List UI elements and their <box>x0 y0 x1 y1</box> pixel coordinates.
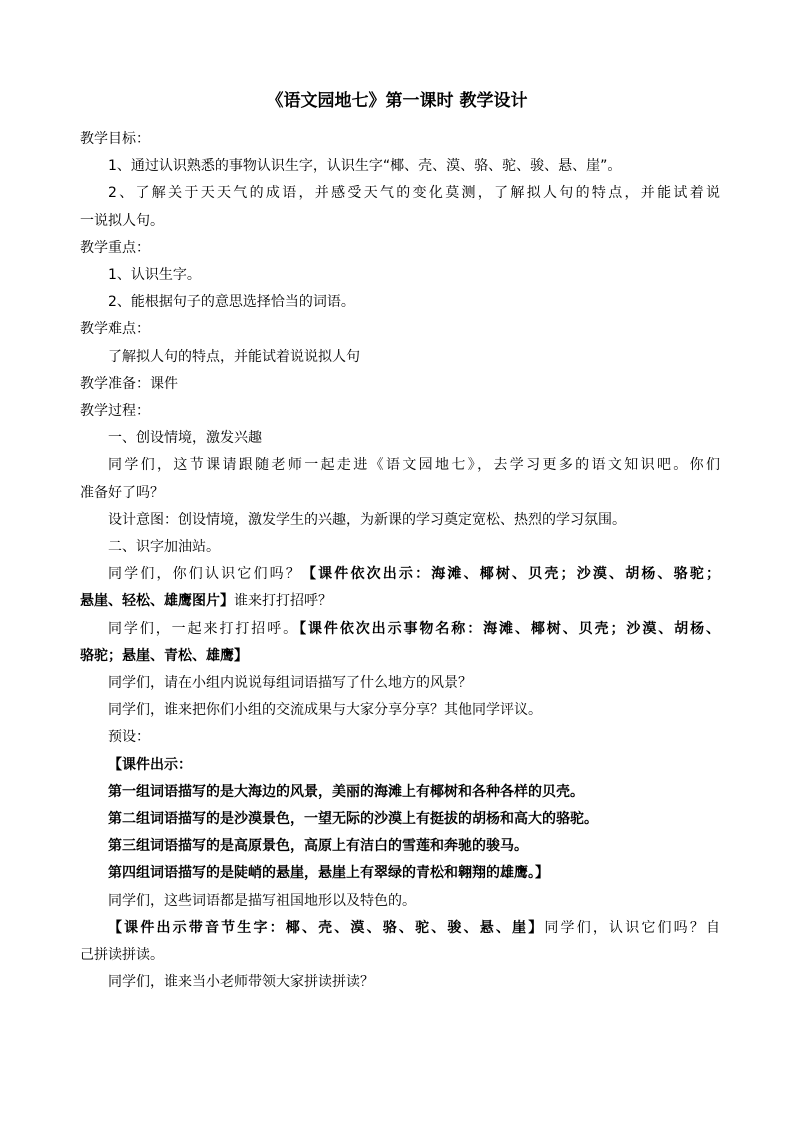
paragraph-recognize-line-2 <box>80 588 720 615</box>
group-3-description: 第三组词语描写的是高原景色，高原上有洁白的雪莲和奔驰的骏马。 <box>108 838 528 855</box>
goal-2-line-2: 一说拟人句。 <box>80 212 164 229</box>
paragraph-little-teacher: 同学们，谁来当小老师带领大家拼读拼读？ <box>108 974 374 991</box>
process-heading: 教学过程： <box>80 403 150 420</box>
courseware-characters-note: 【课件出示带音节生字：椰、壳、漠、骆、驼、骏、悬、崖】 <box>108 919 545 936</box>
paragraph-new-characters-line-1 <box>80 915 720 942</box>
focus-heading: 教学重点： <box>80 239 150 256</box>
paragraph-intro-line-1: 同学们，这节课请跟随老师一起走进《语文园地七》，去学习更多的语文知识吧。你们 <box>108 457 720 474</box>
document-body <box>80 126 720 997</box>
focus-item-1: 1、认识生字。 <box>108 267 201 284</box>
paragraph-recognize-line-1 <box>80 561 720 588</box>
group-2-description: 第二组词语描写的是沙漠景色，一望无际的沙漠上有挺拔的胡杨和高大的骆驼。 <box>108 811 598 828</box>
design-intent: 设计意图：创设情境，激发学生的兴趣，为新课的学习奠定宽松、热烈的学习氛围。 <box>108 511 626 528</box>
focus-item-2: 2、能根据句子的意思选择恰当的词语。 <box>108 294 355 311</box>
courseware-images-note-end: 悬崖、轻松、雄鹰图片】 <box>80 593 234 610</box>
courseware-images-note: 【课件依次出示：海滩、椰树、贝壳；沙漠、胡杨、骆驼； <box>301 566 721 583</box>
paragraph-greet-line-1 <box>80 616 720 643</box>
paragraph-intro-line-2: 准备好了吗？ <box>80 484 164 501</box>
paragraph-new-characters-line-2: 己拼读拼读。 <box>80 947 164 964</box>
goal-2-line-1: 2、了解关于天天气的成语，并感受天气的变化莫测，了解拟人句的特点，并能试着说 <box>108 185 720 202</box>
paragraph-group-discussion: 同学们，请在小组内说说每组词语描写了什么地方的风景？ <box>108 675 472 692</box>
courseware-names-note-end: 骆驼；悬崖、青松、雄鹰】 <box>80 647 248 664</box>
group-4-description: 第四组词语描写的是陡峭的悬崖，悬崖上有翠绿的青松和翱翔的雄鹰。】 <box>108 865 549 882</box>
section-heading-1: 一、创设情境，激发兴趣 <box>108 430 262 447</box>
page-title: 《语文园地七》第一课时 教学设计 <box>266 91 528 111</box>
goals-heading: 教学目标： <box>80 131 150 147</box>
paragraph-new-characters-question: 同学们，认识它们吗？自 <box>544 919 721 936</box>
paragraph-recognize-text: 同学们，你们认识它们吗？ <box>108 566 302 583</box>
preparation: 教学准备：课件 <box>80 375 178 392</box>
paragraph-share-results: 同学们，谁来把你们小组的交流成果与大家分享分享？其他同学评议。 <box>108 702 542 719</box>
group-1-description: 第一组词语描写的是大海边的风景，美丽的海滩上有椰树和各种各样的贝壳。 <box>108 783 584 800</box>
courseware-names-note: 【课件依次出示事物名称：海滩、椰树、贝壳；沙漠、胡杨、 <box>299 620 721 637</box>
difficulty-item-1: 了解拟人句的特点，并能试着说说拟人句 <box>108 348 360 365</box>
preset-label: 预设： <box>108 729 150 746</box>
goal-1: 1、通过认识熟悉的事物认识生字，认识生字“椰、壳、漠、骆、驼、骏、悬、崖”。 <box>108 158 622 175</box>
paragraph-greet-question: 谁来打打招呼？ <box>234 593 332 610</box>
section-heading-2: 二、识字加油站。 <box>108 539 220 556</box>
paragraph-terrain-summary: 同学们，这些词语都是描写祖国地形以及特色的。 <box>108 892 416 909</box>
paragraph-greet-text: 同学们，一起来打打招呼。 <box>108 620 300 637</box>
courseware-open: 【课件出示： <box>108 756 192 773</box>
difficulty-heading: 教学难点： <box>80 321 150 338</box>
